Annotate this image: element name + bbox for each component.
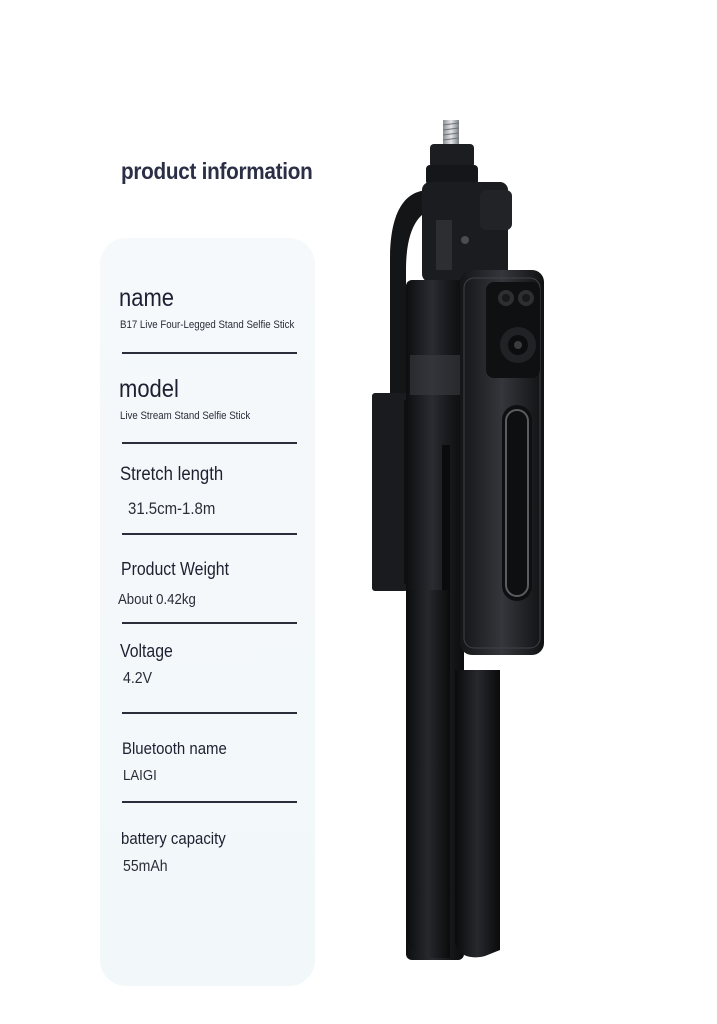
spec-divider (122, 533, 297, 535)
spec-voltage-label: Voltage (120, 641, 173, 661)
page-title: product information (121, 158, 313, 184)
spec-model-value: Live Stream Stand Selfie Stick (120, 410, 251, 422)
spec-bluetooth-name-label: Bluetooth name (122, 739, 227, 758)
spec-name-value: B17 Live Four-Legged Stand Selfie Stick (120, 319, 295, 331)
spec-divider (122, 712, 297, 714)
spec-stretch-length-label: Stretch length (120, 464, 224, 485)
spec-card (100, 238, 315, 986)
spec-battery-capacity-label: battery capacity (121, 829, 226, 848)
spec-divider (122, 622, 297, 624)
spec-divider (122, 442, 297, 444)
selfie-stick-tripod-icon (360, 110, 560, 960)
spec-battery-capacity-value: 55mAh (123, 858, 168, 875)
spec-model-label: model (119, 375, 179, 403)
spec-product-weight-value: About 0.42kg (118, 591, 196, 608)
spec-voltage-value: 4.2V (123, 670, 152, 687)
spec-stretch-length-value: 31.5cm-1.8m (128, 499, 216, 518)
spec-divider (122, 352, 297, 354)
spec-name-label: name (119, 284, 175, 312)
spec-bluetooth-name-value: LAIGI (123, 767, 157, 784)
spec-divider (122, 801, 297, 803)
spec-product-weight-label: Product Weight (121, 559, 230, 579)
selfie-stick-product-image (360, 110, 560, 965)
